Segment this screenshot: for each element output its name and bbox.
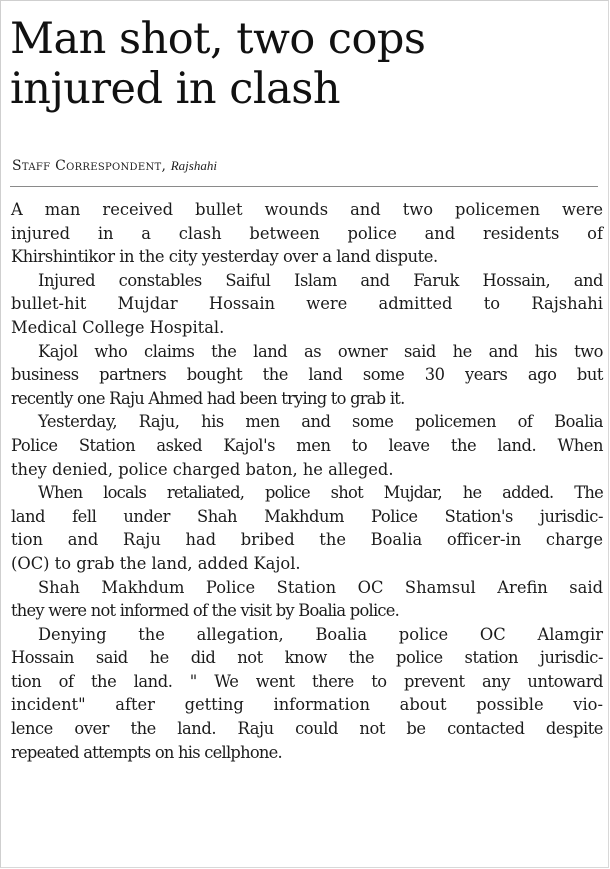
byline-divider bbox=[10, 186, 598, 187]
body-line: Khirshintikor in the city yesterday over a land dispute. bbox=[11, 247, 438, 267]
body-line: tion and Raju had bribed the Boalia officer-in charge bbox=[11, 530, 603, 550]
byline bbox=[12, 157, 217, 175]
body-line: repeated attempts on his cellphone. bbox=[11, 742, 282, 762]
body-line: Denying the allegation, Boalia police OC Alamgir bbox=[38, 624, 603, 644]
headline bbox=[10, 14, 600, 114]
body-line: Yesterday, Raju, his men and some policemen of Boalia bbox=[38, 412, 603, 432]
byline-author: Staff Correspondent, bbox=[12, 158, 167, 174]
body-line: Medical College Hospital. bbox=[11, 317, 225, 337]
body-line: they were not informed of the visit by Boalia police. bbox=[11, 601, 400, 621]
body-line: Police Station asked Kajol's men to leave the land. When bbox=[11, 435, 603, 455]
body-line: A man received bullet wounds and two policemen were bbox=[11, 200, 603, 219]
body-line: When locals retaliated, police shot Mujdar, he added. The bbox=[38, 483, 603, 503]
body-line: injured in a clash between police and residents of bbox=[11, 223, 603, 243]
byline-place: Rajshahi bbox=[170, 158, 217, 173]
body-line: Hossain said he did not know the police station jurisdic- bbox=[11, 648, 603, 668]
body-line: Kajol who claims the land as owner said he and his two bbox=[38, 341, 603, 361]
body-line: business partners bought the land some 30 years ago but bbox=[11, 365, 603, 385]
body-line: they denied, police charged baton, he alleged. bbox=[11, 459, 394, 479]
body-line: Injured constables Saiful Islam and Faruk Hossain, and bbox=[38, 270, 603, 290]
headline-line-1: Man shot, two cops bbox=[10, 14, 426, 64]
body-line: recently one Raju Ahmed had been trying to grab it. bbox=[11, 388, 405, 408]
body-line: bullet-hit Mujdar Hossain were admitted to Rajshahi bbox=[11, 294, 603, 314]
body-line: (OC) to grab the land, added Kajol. bbox=[11, 553, 301, 573]
body-line: Shah Makhdum Police Station OC Shamsul Arefin said bbox=[38, 577, 603, 597]
body-line: lence over the land. Raju could not be contacted despite bbox=[11, 719, 603, 739]
body-line: tion of the land. " We went there to prevent any untoward bbox=[11, 671, 603, 691]
article-body bbox=[11, 198, 603, 764]
body-line: incident" after getting information about possible vio- bbox=[11, 695, 603, 715]
body-line: land fell under Shah Makhdum Police Station's jurisdic- bbox=[11, 506, 603, 526]
headline-line-2: injured in clash bbox=[10, 64, 341, 114]
